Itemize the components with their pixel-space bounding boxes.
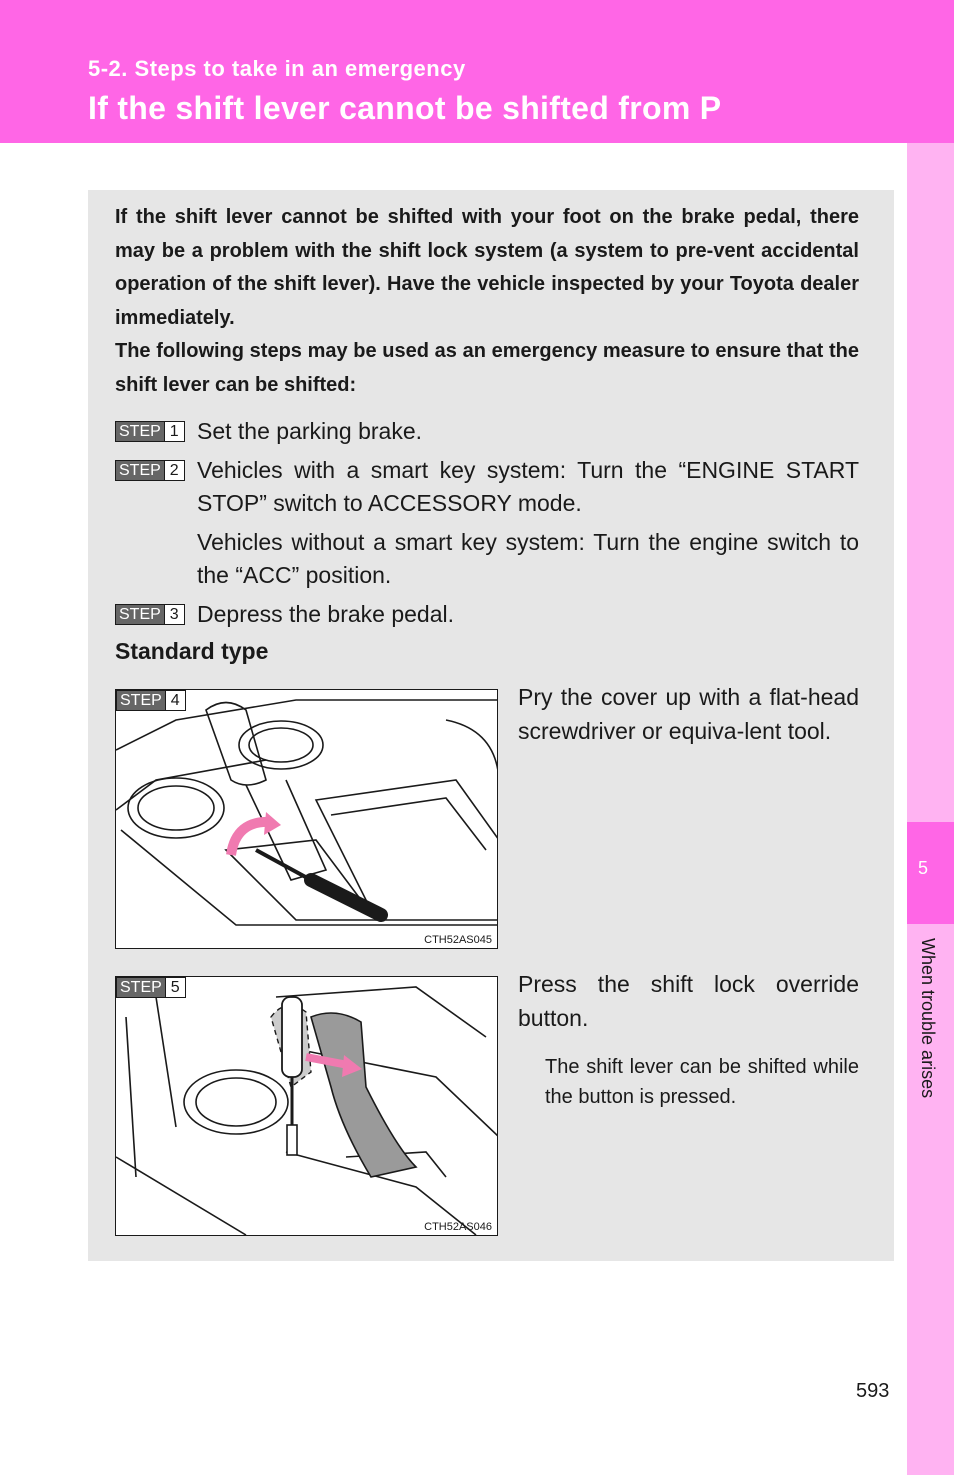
- step-badge-label: STEP: [116, 605, 164, 624]
- step-badge-number: 5: [165, 978, 185, 997]
- figure-code: CTH52AS045: [424, 934, 492, 946]
- step-badge: [116, 690, 186, 711]
- chapter-tab[interactable]: [907, 822, 954, 924]
- step-text: Set the parking brake.: [197, 418, 423, 444]
- figure-code: CTH52AS046: [424, 1221, 492, 1233]
- console-illustration: [116, 690, 498, 949]
- section-heading: 5-2. Steps to take in an emergency: [88, 56, 466, 81]
- step-text-secondary: Vehicles without a smart key system: Turn the engine switch to the “ACC” position.: [197, 529, 859, 588]
- step-badge-number: 3: [164, 605, 184, 624]
- step-note: The shift lever can be shifted while the button is pressed.: [545, 1056, 859, 1108]
- step-text: Pry the cover up with a flat-head screwdriver or equiva-lent tool.: [518, 684, 859, 744]
- intro-text: [115, 201, 859, 403]
- chapter-label: When trouble arises: [918, 938, 938, 1099]
- chapter-sidebar: [907, 143, 954, 1475]
- page-title: If the shift lever cannot be shifted from P: [88, 90, 722, 126]
- intro-paragraph: The following steps may be used as an emergency measure to ensure that the shift lever can be shifted:: [115, 340, 859, 396]
- step-badge-number: 1: [164, 422, 184, 441]
- step-text: Press the shift lock override button.: [518, 971, 859, 1031]
- step-badge-number: 2: [164, 461, 184, 480]
- shift-lever-illustration: [116, 977, 498, 1236]
- step-badge-label: STEP: [116, 461, 164, 480]
- figure-step-4: [115, 689, 498, 949]
- figure-step-5: [115, 976, 498, 1236]
- step-badge: [115, 604, 185, 625]
- subheading: Standard type: [115, 638, 269, 664]
- step-badge: [116, 977, 186, 998]
- step-text: Vehicles with a smart key system: Turn the “ENGINE START STOP” switch to ACCESSORY mode.: [197, 457, 859, 516]
- step-text: Depress the brake pedal.: [197, 601, 454, 627]
- step-badge-label: STEP: [117, 691, 165, 710]
- step-badge-label: STEP: [117, 978, 165, 997]
- step-badge: [115, 460, 185, 481]
- step-badge-label: STEP: [116, 422, 164, 441]
- page-number: 593: [856, 1380, 890, 1402]
- step-badge: [115, 421, 185, 442]
- step-badge-number: 4: [165, 691, 185, 710]
- intro-paragraph: If the shift lever cannot be shifted with your foot on the brake pedal, there may be a problem with the shift lock system (a system to pre-vent accidental operation of the shift lever). Have the vehicle inspected by your Toyota dealer immediately.: [115, 206, 859, 329]
- chapter-number: 5: [918, 858, 929, 878]
